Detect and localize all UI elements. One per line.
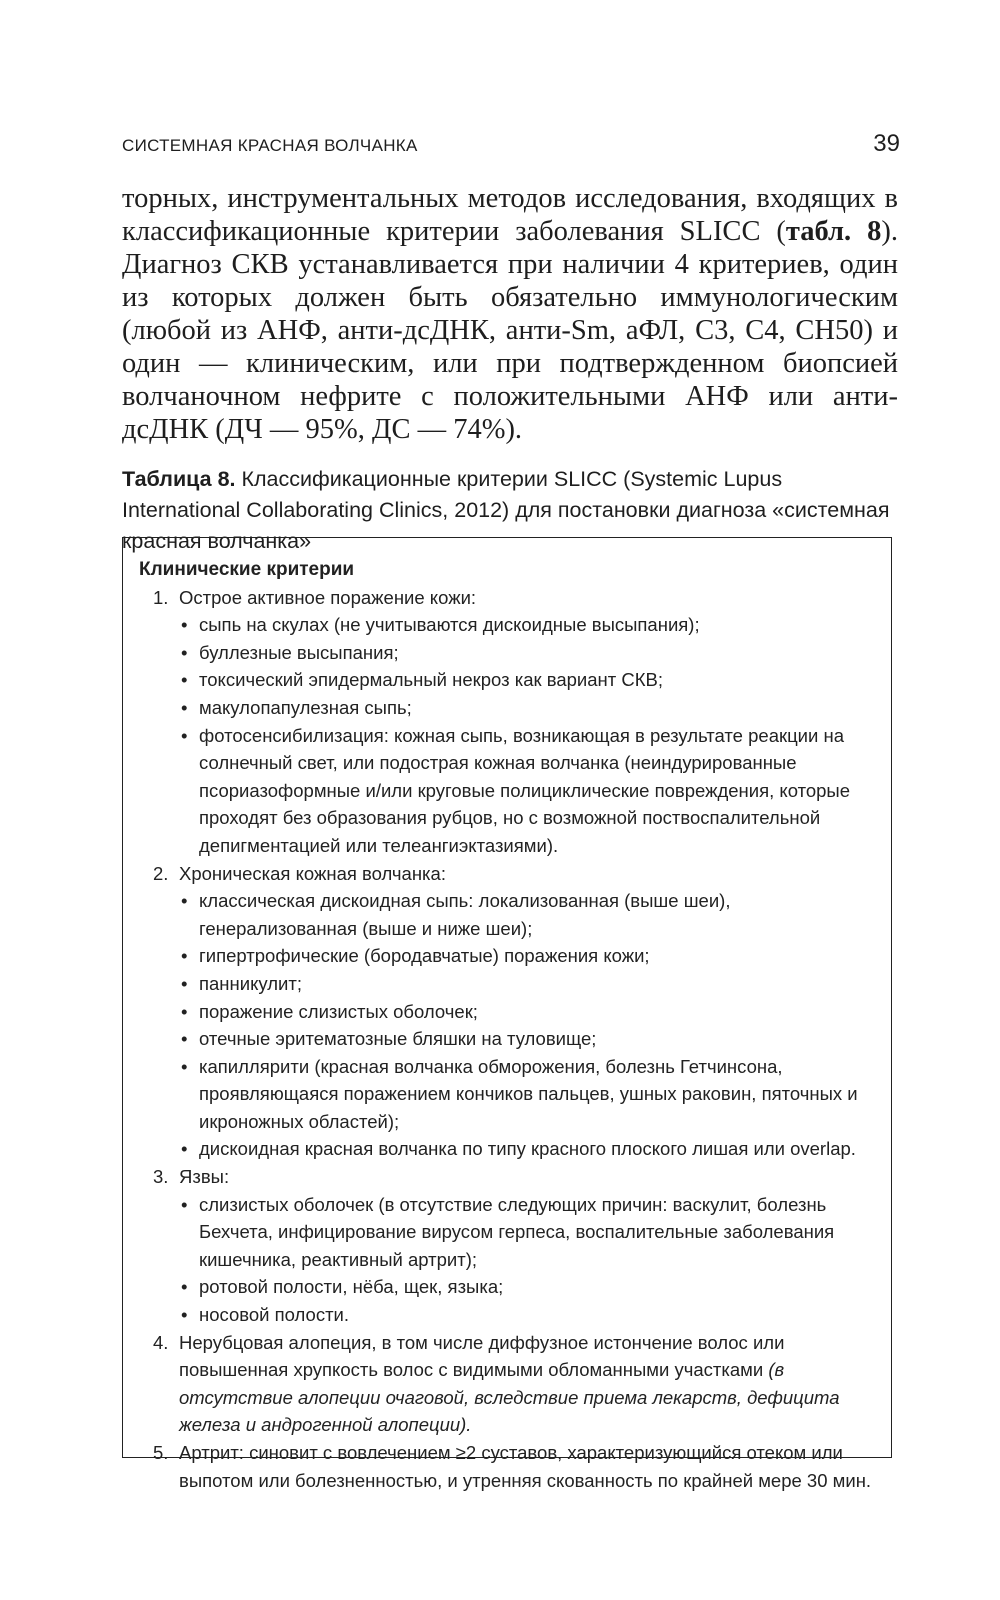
criterion-text: Острое активное поражение кожи: [179, 586, 477, 608]
bullet-item: • слизистых оболочек (в отсутствие следующих причин: васкулит, болезнь Бехчета, инфицирование вирусом герпеса, воспалительные заболевания кишечника, реактивный артрит); [179, 1191, 873, 1274]
running-header [122, 130, 900, 160]
bullet-item: • дискоидная красная волчанка по типу красного плоского лишая или overlap. [179, 1135, 873, 1163]
bullet-item: • сыпь на скулах (не учитываются дискоидные высыпания); [179, 611, 873, 639]
bullet-item: • макулопапулезная сыпь; [179, 694, 873, 722]
criterion-item [139, 584, 873, 860]
criterion-item [139, 1163, 873, 1329]
body-text-part1: торных, инструментальных методов исследования, входящих в классификационные критерии заболевания SLICC ( [122, 183, 898, 247]
criterion-item [139, 860, 873, 1164]
body-text-part2: ). Диагноз СКВ устанавливается при наличии 4 критериев, один из которых должен быть обязательно иммунологическим (любой из АНФ, анти-дсДНК, анти-Sm, аФЛ, С3, С4, СН50) и один — клиническим, или при подтвержденном биопсией волчаночном нефрите с положительными АНФ или анти-дсДНК (ДЧ — 95%, ДС — 74%). [122, 216, 898, 445]
bullet-item: • токсический эпидермальный некроз как вариант СКВ; [179, 666, 873, 694]
bullet-item: • классическая дискоидная сыпь: локализованная (выше шеи), генерализованная (выше и ниже шеи); [179, 887, 873, 942]
caption-text: Классификационные критерии SLICC (Systemic Lupus International Collaborating Clinics, 2012) для постановки диагноза «системная красная волчанка» [122, 467, 890, 553]
page-number: 39 [873, 130, 900, 157]
table-heading: Клинические критерии [139, 559, 355, 580]
criterion-number: 1. [153, 586, 169, 608]
running-title: СИСТЕМНАЯ КРАСНАЯ ВОЛЧАНКА [122, 136, 418, 155]
criterion-item [139, 1439, 873, 1494]
criterion-number: 4. [153, 1331, 169, 1353]
body-paragraph [122, 182, 898, 446]
bullet-item: • капиллярити (красная волчанка обморожения, болезнь Гетчинсона, проявляющаяся поражением кончиков пальцев, ушных раковин, пяточных и икроножных областей); [179, 1053, 873, 1136]
bullet-item: • поражение слизистых оболочек; [179, 998, 873, 1026]
caption-label: Таблица 8. [122, 467, 236, 491]
bullet-item: • ротовой полости, нёба, щек, языка; [179, 1273, 873, 1301]
criteria-list [139, 584, 873, 1495]
criterion-bullets [179, 611, 873, 859]
criterion-number: 3. [153, 1166, 169, 1188]
criterion-item [139, 1329, 873, 1439]
criterion-note: (в отсутствие алопеции очаговой, вследствие приема лекарств, дефицита железа и андрогенной алопеции). [179, 1359, 840, 1436]
criterion-bullets [179, 1191, 873, 1329]
table-reference: табл. 8 [785, 216, 882, 247]
criterion-text: Артрит: синовит с вовлечением ≥2 суставов, характеризующийся отеком или выпотом или болезненностью, и утренняя скованность по крайней мере 30 мин. [179, 1442, 872, 1491]
criterion-text: Язвы: [179, 1166, 230, 1188]
criterion-number: 2. [153, 862, 169, 884]
criterion-text: Нерубцовая алопеция, в том числе диффузное истончение волос или повышенная хрупкость волос с видимыми обломанными участками [179, 1331, 785, 1381]
bullet-item: • носовой полости. [179, 1301, 873, 1329]
bullet-item: • буллезные высыпания; [179, 639, 873, 667]
criterion-text: Хроническая кожная волчанка: [179, 862, 446, 884]
bullet-item: • отечные эритематозные бляшки на туловище; [179, 1025, 873, 1053]
criterion-bullets [179, 887, 873, 1163]
bullet-item: • гипертрофические (бородавчатые) поражения кожи; [179, 942, 873, 970]
criteria-table [122, 537, 892, 1491]
bullet-item: • панникулит; [179, 970, 873, 998]
bullet-item: • фотосенсибилизация: кожная сыпь, возникающая в результате реакции на солнечный свет, или подострая кожная волчанка (неиндурированные псориазоформные и/или круговые полициклические повреждения, которые проходят без образования рубцов, но с возможной поствоспалительной депигментацией или телеангиэктазиями). [179, 722, 873, 860]
criterion-number: 5. [153, 1442, 169, 1463]
